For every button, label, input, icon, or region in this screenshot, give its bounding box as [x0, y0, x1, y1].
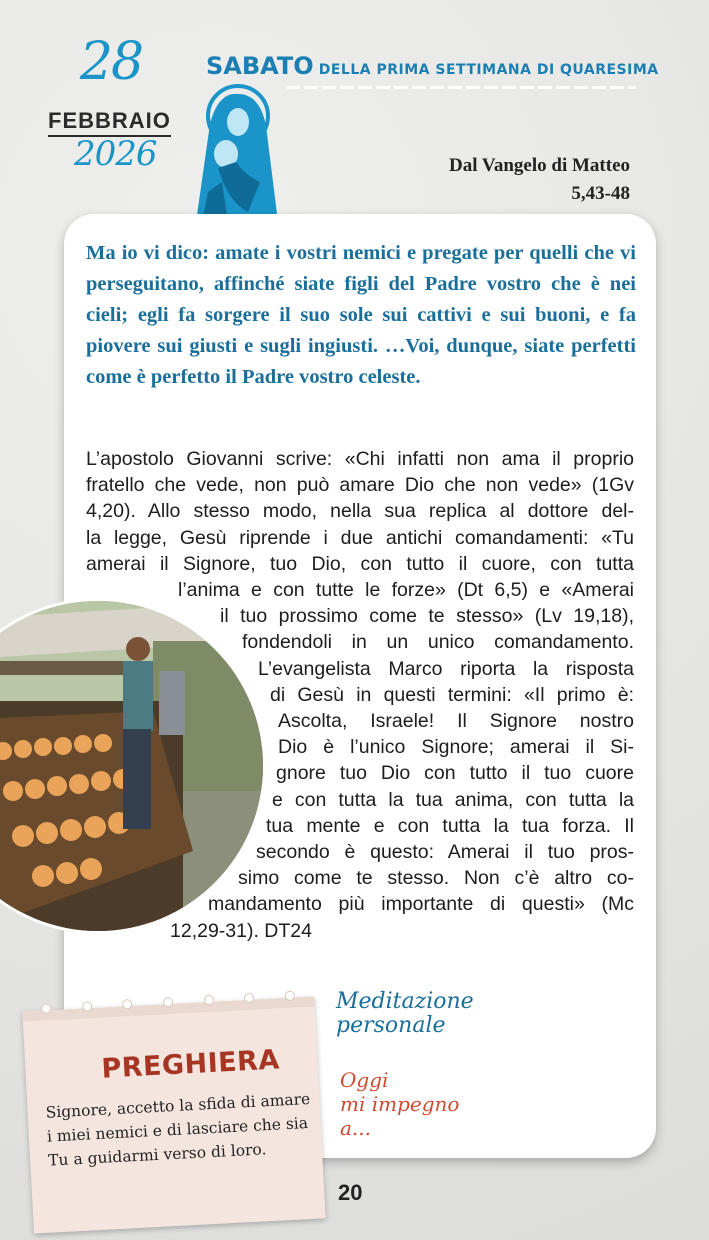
meditation-line-2: personale [336, 1013, 446, 1038]
heading-rest: DELLA PRIMA SETTIMANA DI QUARESIMA [318, 62, 659, 78]
note-hole [123, 1000, 131, 1008]
commentary-line: di Gesù in questi termini: «Il primo è: [270, 683, 634, 706]
note-hole [286, 992, 294, 1000]
commentary-line: secondo è questo: Amerai il tuo pros- [256, 841, 634, 864]
meditation-label [336, 990, 474, 1038]
gospel-verses: 5,43-48 [571, 183, 630, 204]
gospel-reference [449, 152, 630, 208]
commentary-line: Ascolta, Israele! Il Signore nostro [278, 710, 634, 733]
commentary-line: mandamento più importante di questi» (Mc [208, 893, 634, 916]
commentary-line: e con tutta la tua anima, con tutta la [272, 788, 634, 811]
commentary-line: amerai il Signore, tuo Dio, con tutto il cuore, con tutta [86, 552, 634, 575]
note-hole [83, 1002, 91, 1010]
commentary-line: fondendoli in un unico comandamento. [242, 631, 634, 654]
gospel-source: Dal Vangelo di Matteo [448, 155, 630, 176]
commitment-line-1: Oggi [340, 1068, 389, 1092]
commitment-label [340, 1068, 459, 1140]
prayer-title: PREGHIERA [100, 1044, 281, 1085]
gospel-quote: Ma io vi dico: amate i vostri nemici e pregate per quelli che vi perseguitano, affinché siate figli del Padre vostro che è nei cieli; egli fa sorgere il suo sole sui cattivi e sui buoni, e fa piovere sui giusti e sugli ingiusti. …Voi, dunque, siate perfetti come è perfetto il Padre vostro celeste. [86, 242, 636, 388]
heading-decoration [286, 86, 636, 89]
date-year: 2026 [74, 134, 157, 174]
note-hole [204, 996, 212, 1004]
date-month: FEBBRAIO [48, 108, 171, 137]
commentary-line: Dio è l’unico Signore; amerai il Si- [278, 736, 634, 759]
commitment-line-3: a... [340, 1116, 371, 1140]
commentary-line: gnore tuo Dio con tutto il tuo cuore [276, 762, 634, 785]
commentary-line: simo come te stesso. Non c’è altro co- [238, 867, 634, 890]
madonna-icon [188, 82, 288, 222]
date-day: 28 [79, 32, 143, 92]
liturgical-day-heading [206, 52, 659, 80]
meditation-line-1: Meditazione [336, 989, 474, 1014]
commentary-line: L’apostolo Giovanni scrive: «Chi infatti non ama il proprio [86, 448, 634, 470]
commentary-line: tua mente e con tutta la tua forza. Il [266, 814, 634, 837]
heading-day-name: SABATO [206, 52, 314, 80]
commentary-line: la legge, Gesù riprende i due antichi comandamenti: «Tu [86, 526, 634, 549]
commentary-line: fratello che vede, non può amare Dio che non vede» (1Gv [86, 474, 634, 497]
note-hole [42, 1004, 50, 1012]
page-number: 20 [338, 1180, 363, 1205]
prayer-text: Signore, accetto la sfida di amare i miei nemici e di lasciare che sia Tu a guidarmi verso di loro. [45, 1089, 311, 1170]
note-hole [164, 998, 172, 1006]
note-hole [245, 994, 253, 1002]
commentary-line: l’anima e con tutte le forze» (Dt 6,5) e «Amerai [178, 579, 634, 602]
commentary-line: L’evangelista Marco riporta la risposta [258, 657, 634, 680]
prayer-note [22, 997, 325, 1234]
commitment-line-2: mi impegno [340, 1092, 460, 1116]
commentary-line: 4,20). Allo stesso modo, nella sua replica al dottore del- [86, 500, 634, 523]
commentary-line: 12,29-31). DT24 [170, 919, 312, 942]
commentary-line: il tuo prossimo come te stesso» (Lv 19,18), [220, 605, 634, 628]
